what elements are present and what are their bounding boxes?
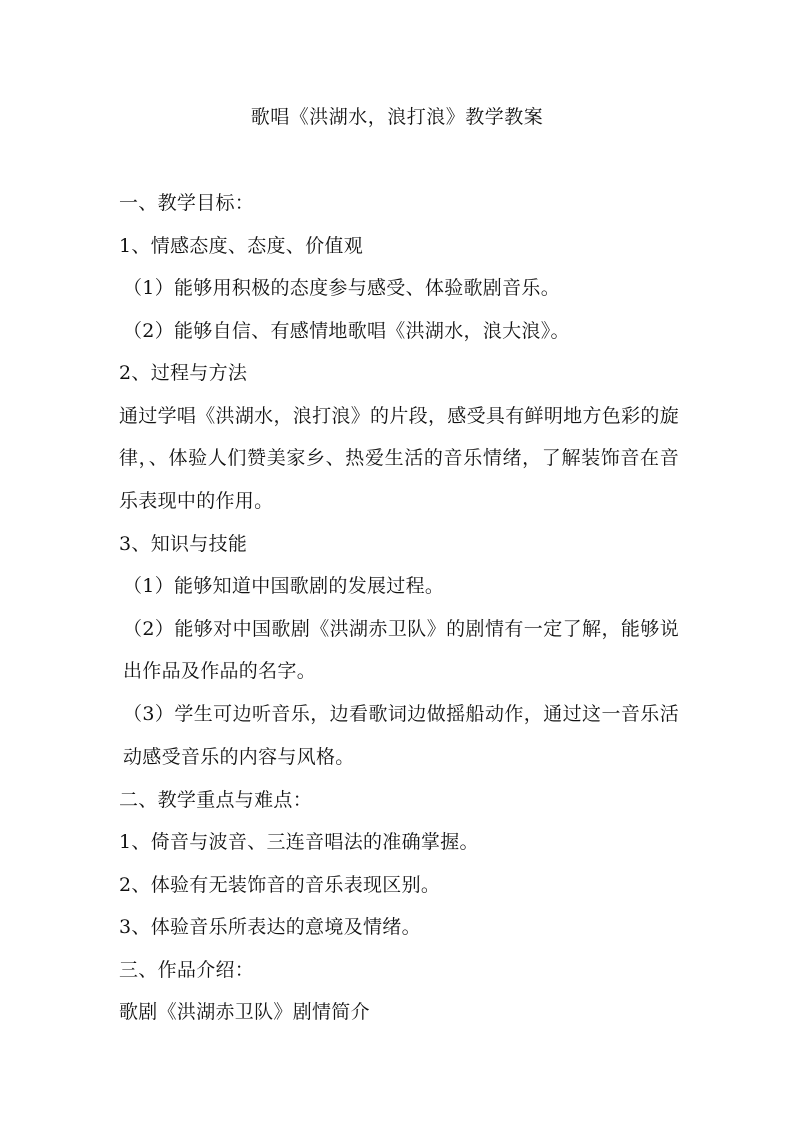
objective-item: （2）能够自信、有感情地歌唱《洪湖水，浪大浪》。 — [123, 319, 570, 342]
objective-item: （1）能够用积极的态度参与感受、体验歌剧音乐。 — [123, 277, 560, 299]
section-heading-objectives: 一、教学目标： — [119, 192, 255, 214]
objective-item: （2）能够对中国歌剧《洪湖赤卫队》的剧情有一定了解，能够说出作品及作品的名字。 — [123, 617, 679, 682]
document-title: 歌唱《洪湖水，浪打浪》教学教案 — [250, 106, 544, 128]
key-point-item: 1、倚音与波音、三连音唱法的准确掌握。 — [119, 831, 479, 853]
work-intro-text: 歌剧《洪湖赤卫队》剧情简介 — [119, 1001, 370, 1023]
subsection-heading-knowledge: 3、知识与技能 — [119, 532, 248, 555]
process-paragraph: 通过学唱《洪湖水，浪打浪》的片段，感受具有鲜明地方色彩的旋律，、体验人们赞美家乡、热爱生活的音乐情绪，了解装饰音在音乐表现中的作用。 — [119, 404, 679, 512]
document-body — [119, 188, 679, 1040]
subsection-heading-process: 2、过程与方法 — [119, 362, 248, 384]
section-heading-key-points: 二、教学重点与难点： — [119, 788, 313, 811]
section-heading-work-intro: 三、作品介绍： — [119, 958, 255, 981]
subsection-heading-emotion: 1、情感态度、态度、价值观 — [119, 234, 363, 257]
objective-item: （3）学生可边听音乐，边看歌词边做摇船动作，通过这一音乐活动感受音乐的内容与风格。 — [123, 703, 679, 768]
objective-item: （1）能够知道中国歌剧的发展过程。 — [123, 575, 445, 597]
key-point-item: 2、体验有无装饰音的音乐表现区别。 — [119, 873, 441, 896]
key-point-item: 3、体验音乐所表达的意境及情绪。 — [119, 916, 421, 938]
